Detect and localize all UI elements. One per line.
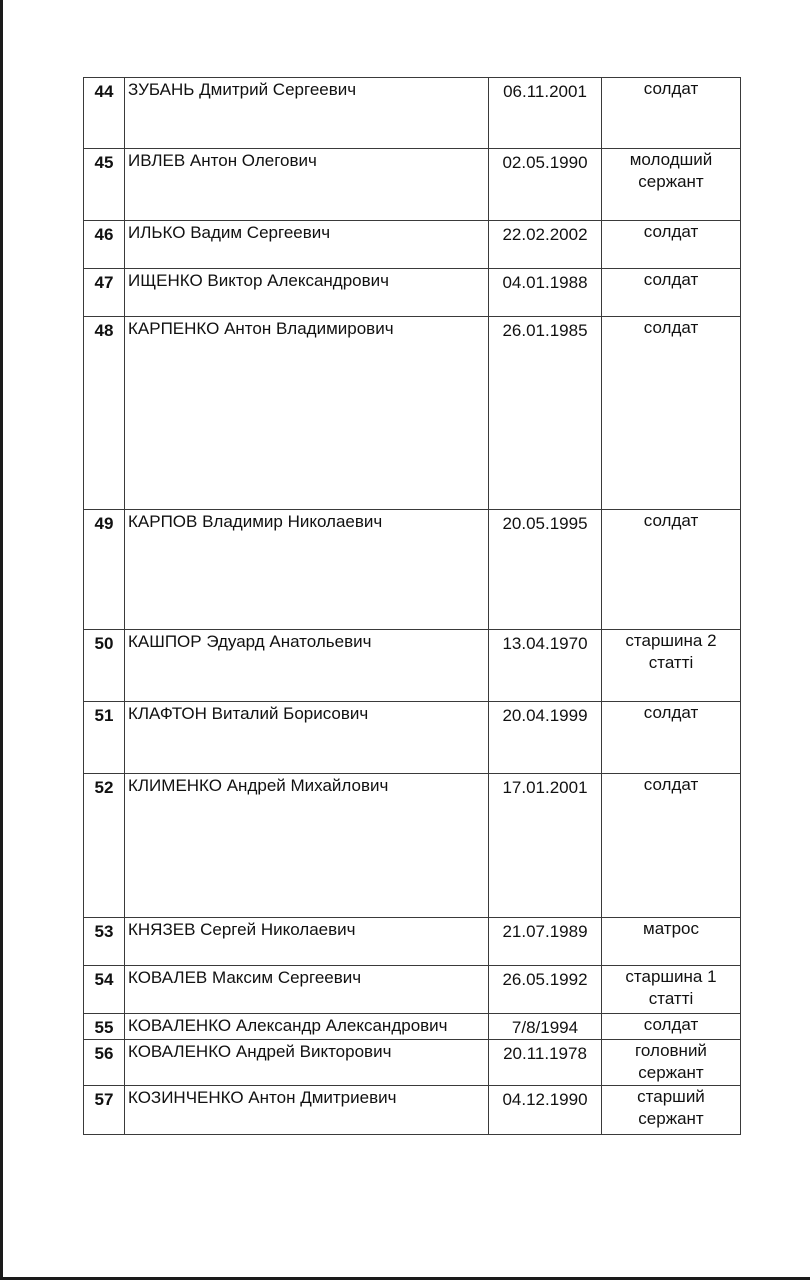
- rank-line: матрос: [643, 919, 699, 938]
- table-row: [84, 630, 741, 702]
- full-name: ИЛЬКО Вадим Сергеевич: [125, 221, 489, 269]
- rank-line: сержант: [638, 1109, 704, 1128]
- full-name: КНЯЗЕВ Сергей Николаевич: [125, 918, 489, 966]
- rank-line: солдат: [643, 318, 699, 337]
- full-name: КОВАЛЕНКО Александр Александрович: [125, 1014, 489, 1040]
- row-number: 52: [84, 774, 125, 918]
- military-rank: [602, 1014, 741, 1040]
- rank-line: солдат: [643, 1015, 699, 1034]
- date-of-birth: 04.12.1990: [489, 1086, 602, 1135]
- military-rank: [602, 918, 741, 966]
- date-of-birth: 21.07.1989: [489, 918, 602, 966]
- rank-line: старший: [637, 1087, 705, 1106]
- full-name: КОЗИНЧЕНКО Антон Дмитриевич: [125, 1086, 489, 1135]
- military-rank: [602, 269, 741, 317]
- table-row: [84, 918, 741, 966]
- row-number: 57: [84, 1086, 125, 1135]
- date-of-birth: 04.01.1988: [489, 269, 602, 317]
- military-rank: [602, 966, 741, 1014]
- row-number: 53: [84, 918, 125, 966]
- full-name: КАШПОР Эдуард Анатольевич: [125, 630, 489, 702]
- row-number: 44: [84, 78, 125, 149]
- date-of-birth: 02.05.1990: [489, 149, 602, 221]
- table-row: [84, 510, 741, 630]
- rank-line: статті: [648, 653, 694, 672]
- row-number: 46: [84, 221, 125, 269]
- table-row: [84, 1086, 741, 1135]
- rank-line: старшина 1: [625, 967, 717, 986]
- military-rank: [602, 1086, 741, 1135]
- full-name: КАРПЕНКО Антон Владимирович: [125, 317, 489, 510]
- military-rank: [602, 1040, 741, 1086]
- date-of-birth: 26.05.1992: [489, 966, 602, 1014]
- date-of-birth: 06.11.2001: [489, 78, 602, 149]
- date-of-birth: 20.05.1995: [489, 510, 602, 630]
- table-row: [84, 774, 741, 918]
- table-row: [84, 269, 741, 317]
- date-of-birth: 20.11.1978: [489, 1040, 602, 1086]
- full-name: КЛИМЕНКО Андрей Михайлович: [125, 774, 489, 918]
- table-row: [84, 317, 741, 510]
- rank-line: сержант: [638, 172, 704, 191]
- personnel-table-body: [84, 78, 741, 1135]
- full-name: КЛАФТОН Виталий Борисович: [125, 702, 489, 774]
- full-name: ИЩЕНКО Виктор Александрович: [125, 269, 489, 317]
- document-page: [3, 0, 810, 1277]
- row-number: 48: [84, 317, 125, 510]
- military-rank: [602, 317, 741, 510]
- row-number: 51: [84, 702, 125, 774]
- table-row: [84, 149, 741, 221]
- table-row: [84, 221, 741, 269]
- date-of-birth: 26.01.1985: [489, 317, 602, 510]
- row-number: 47: [84, 269, 125, 317]
- date-of-birth: 20.04.1999: [489, 702, 602, 774]
- row-number: 56: [84, 1040, 125, 1086]
- date-of-birth: 22.02.2002: [489, 221, 602, 269]
- rank-line: солдат: [643, 511, 699, 530]
- row-number: 55: [84, 1014, 125, 1040]
- table-row: [84, 78, 741, 149]
- military-rank: [602, 78, 741, 149]
- rank-line: сержант: [638, 1063, 704, 1082]
- rank-line: солдат: [643, 703, 699, 722]
- full-name: КАРПОВ Владимир Николаевич: [125, 510, 489, 630]
- row-number: 50: [84, 630, 125, 702]
- military-rank: [602, 774, 741, 918]
- military-rank: [602, 702, 741, 774]
- table-row: [84, 1040, 741, 1086]
- row-number: 54: [84, 966, 125, 1014]
- full-name: КОВАЛЕВ Максим Сергеевич: [125, 966, 489, 1014]
- full-name: КОВАЛЕНКО Андрей Викторович: [125, 1040, 489, 1086]
- military-rank: [602, 149, 741, 221]
- row-number: 49: [84, 510, 125, 630]
- rank-line: старшина 2: [625, 631, 717, 650]
- rank-line: статті: [648, 989, 694, 1008]
- rank-line: солдат: [643, 79, 699, 98]
- date-of-birth: 7/8/1994: [489, 1014, 602, 1040]
- table-row: [84, 1014, 741, 1040]
- full-name: ИВЛЕВ Антон Олегович: [125, 149, 489, 221]
- personnel-table: [83, 77, 741, 1135]
- rank-line: солдат: [643, 775, 699, 794]
- rank-line: молодший: [629, 150, 713, 169]
- table-row: [84, 702, 741, 774]
- military-rank: [602, 221, 741, 269]
- date-of-birth: 13.04.1970: [489, 630, 602, 702]
- date-of-birth: 17.01.2001: [489, 774, 602, 918]
- row-number: 45: [84, 149, 125, 221]
- full-name: ЗУБАНЬ Дмитрий Сергеевич: [125, 78, 489, 149]
- military-rank: [602, 630, 741, 702]
- rank-line: головний: [635, 1041, 707, 1060]
- military-rank: [602, 510, 741, 630]
- table-row: [84, 966, 741, 1014]
- rank-line: солдат: [643, 270, 699, 289]
- rank-line: солдат: [643, 222, 699, 241]
